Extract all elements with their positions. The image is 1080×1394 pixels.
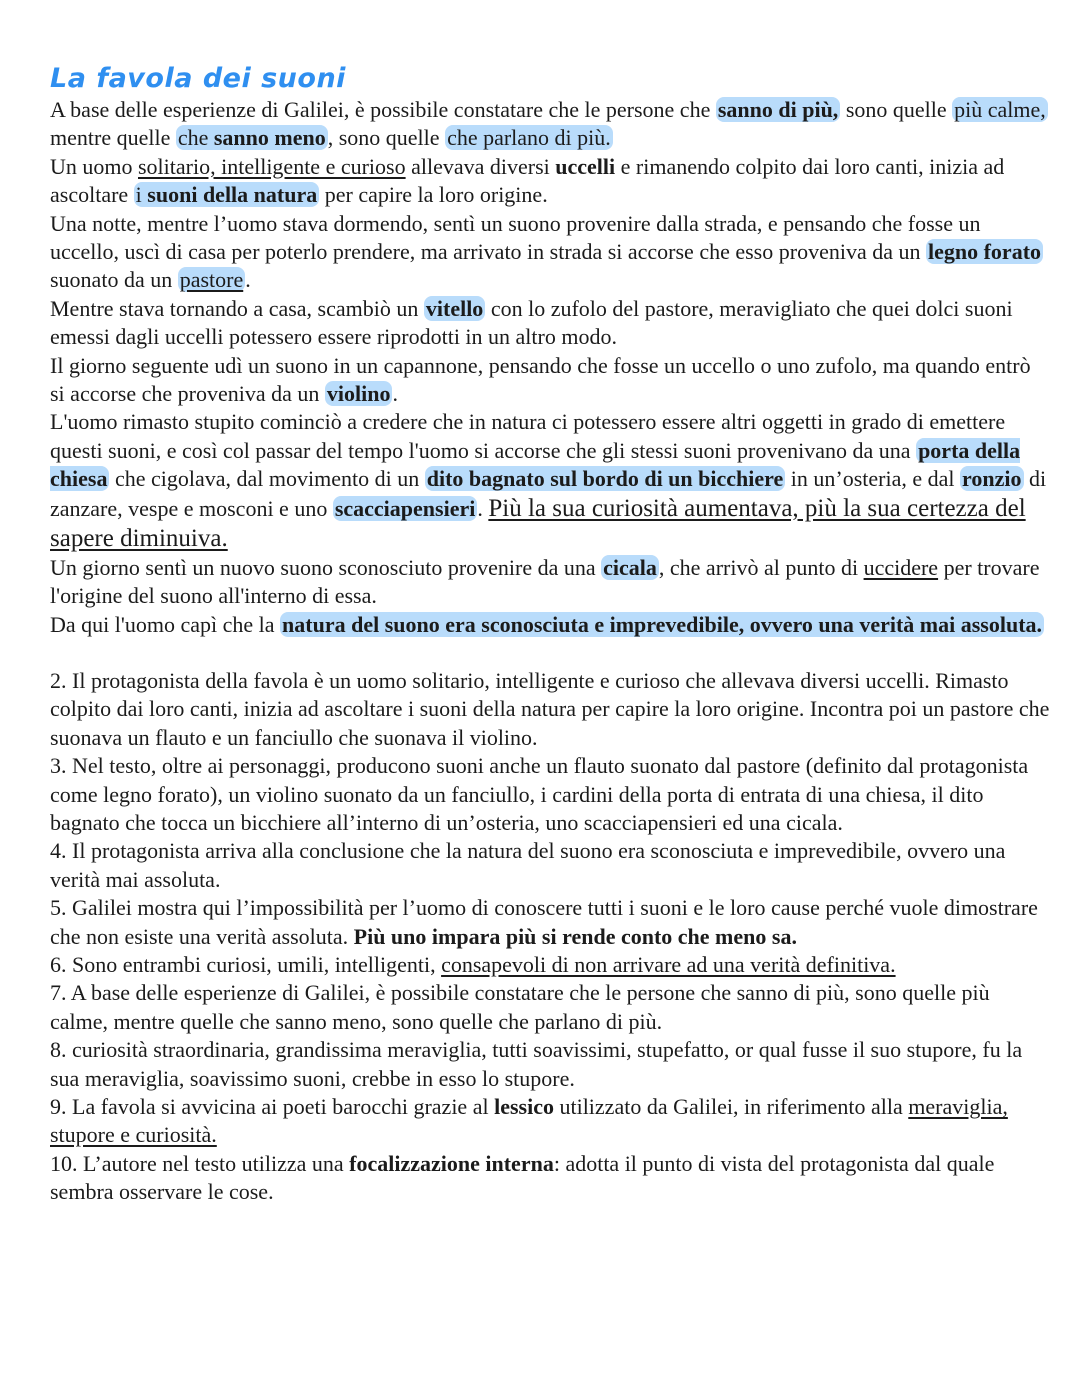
text-span: di zanzare, vespe e mosconi e uno <box>50 466 1047 521</box>
text-span: , sono quelle <box>327 125 446 151</box>
highlight: violino <box>326 381 391 407</box>
highlight: sanno di più, <box>717 97 839 122</box>
story-paragraph-6 <box>50 408 1050 553</box>
underlined-text: consapevoli di non arrivare ad una verità definitiva. <box>441 951 896 977</box>
text-span: e rimanendo colpito dai loro canti, inizia ad ascoltare <box>50 153 1005 208</box>
text-span: mentre quelle <box>50 125 176 151</box>
text-span: 10. L’autore nel testo utilizza una <box>50 1150 350 1176</box>
answer-7: 7. A base delle esperienze di Galilei, è possibile constatare che le persone che sanno di più, sono quelle più calme, mentre quelle che sanno meno, sono quelle che parlano di più. <box>50 980 990 1034</box>
text-span: in un’osteria, e dal <box>785 466 961 492</box>
highlight: vitello <box>425 295 484 321</box>
underlined-text: uccidere <box>863 554 939 580</box>
text-span: A base delle esperienze di Galilei, è possibile constatare che le persone che <box>50 97 716 122</box>
page-title: La favola dei suoni <box>50 63 346 94</box>
text-span: , che arrivò al punto di <box>658 554 864 580</box>
story-paragraph-5 <box>50 352 1050 409</box>
text-span: . <box>392 381 398 407</box>
text-span: che cigolava, dal movimento di un <box>109 466 425 492</box>
underlined-text: meraviglia, stupore e curiosità. <box>50 1094 1008 1148</box>
text-span: . <box>477 495 489 521</box>
story-paragraph-2 <box>50 153 1050 210</box>
highlight: cicala <box>603 554 657 580</box>
highlight: scacciapensieri <box>334 495 476 521</box>
text-span: con lo zufolo del pastore, meravigliato che quei dolci suoni emessi dagli uccelli potessero essere riprodotti in un altro modo. <box>50 295 1013 350</box>
text-span: Un uomo <box>50 153 138 179</box>
text-span: suonato da un <box>50 267 178 293</box>
story-paragraph-4 <box>50 295 1050 352</box>
text-span: 6. Sono entrambi curiosi, umili, intelligenti, <box>50 951 442 977</box>
text-span: 9. La favola si avvicina ai poeti barocchi grazie al <box>50 1094 495 1119</box>
text-span: per capire la loro origine. <box>319 182 548 208</box>
text-span: Il giorno seguente udì un suono in un capannone, pensando che fosse un uccello o uno zufolo, ma quando entrò si accorse che proveniva da un <box>50 352 1031 407</box>
text-span: : adotta il punto di vista del protagonista dal quale sembra osservare le cose. <box>50 1150 995 1205</box>
highlight: dito bagnato sul bordo di un bicchiere <box>426 466 784 492</box>
bold-text: suoni della natura <box>147 182 318 208</box>
highlight: porta della chiesa <box>50 437 1021 492</box>
text-span: che <box>177 125 214 151</box>
highlight: legno forato <box>927 239 1042 265</box>
bold-text: uccelli <box>555 153 616 179</box>
text-span: Mentre stava tornando a casa, scambiò un <box>50 295 424 321</box>
highlight: più calme, <box>954 97 1046 122</box>
answer-3: 3. Nel testo, oltre ai personaggi, producono suoni anche un flauto suonato dal pastore (definito dal protagonista come legno forato), un violino suonato da un fanciullo, i cardini della porta di entrata di una chiesa, il dito bagnato che tocca un bicchiere all’interno di un’osteria, uno scacciapensieri ed una cicala. <box>50 753 1029 835</box>
bold-text: focalizzazione interna <box>349 1150 554 1176</box>
bold-text: Più uno impara più si rende conto che meno sa. <box>353 923 797 949</box>
text-span: 5. Galilei mostra qui l’impossibilità per l’uomo di conoscere tutti i suoni e le loro cause perché vuole dimostrare che non esiste una verità assoluta. <box>50 895 1038 949</box>
text-span: allevava diversi <box>405 153 556 179</box>
text-span: . <box>245 267 251 293</box>
bold-text: lessico <box>494 1094 554 1119</box>
section-gap <box>50 639 1050 667</box>
answer-6 <box>50 951 1050 979</box>
answer-9 <box>50 1093 1050 1150</box>
text-span: Da qui l'uomo capì che la <box>50 611 281 637</box>
highlight: pastore <box>179 267 244 293</box>
story-paragraph-7 <box>50 554 1050 611</box>
underlined-text: solitario, intelligente e curioso <box>138 153 406 179</box>
text-span: Un giorno sentì un nuovo suono sconosciuto provenire da una <box>50 554 602 580</box>
answer-5 <box>50 894 1050 951</box>
story-paragraph-1 <box>50 96 1050 153</box>
answer-2: 2. Il protagonista della favola è un uomo solitario, intelligente e curioso che allevava diversi uccelli. Rimasto colpito dai loro canti, inizia ad ascoltare i suoni della natura per capire la loro origine. Incontra poi un pastore che suonava un flauto e un fanciullo che suonava il violino. <box>50 667 1050 750</box>
text-span: Una notte, mentre l’uomo stava dormendo, sentì un suono provenire dalla strada, e pensando che fosse un uccello, uscì di casa per poterlo prendere, ma arrivato in strada si accorse che esso proveniva da un <box>50 210 981 265</box>
story-paragraph-8 <box>50 611 1050 639</box>
text-span: i <box>135 182 148 208</box>
underlined-text: Più la sua curiosità aumentava, più la sua certezza del sapere diminuiva. <box>50 494 1026 552</box>
answer-8: 8. curiosità straordinaria, grandissima meraviglia, tutti soavissimi, stupefatto, or qual fusse il suo stupore, fu la sua meraviglia, soavissimo suoni, crebbe in esso lo stupore. <box>50 1037 1023 1091</box>
highlight: ronzio <box>962 466 1022 492</box>
document-page <box>50 62 1050 1207</box>
text-span: per trovare l'origine del suono all'interno di essa. <box>50 554 1040 609</box>
answer-4: 4. Il protagonista arriva alla conclusione che la natura del suono era sconosciuta e imprevedibile, ovvero una verità mai assoluta. <box>50 838 1006 892</box>
story-paragraph-3 <box>50 210 1050 295</box>
text-span: L'uomo rimasto stupito cominciò a credere che in natura ci potessero essere altri oggetti in grado di emettere questi suoni, e così col passar del tempo l'uomo si accorse che gli stessi suoni provenivano da una <box>50 409 1006 463</box>
highlight: che parlano di più. <box>447 125 611 151</box>
bold-text: sanno meno <box>213 125 326 151</box>
text-span: sono quelle <box>840 97 953 122</box>
highlight: natura del suono era sconosciuta e imprevedibile, ovvero una verità mai assoluta. <box>282 611 1043 637</box>
text-span: utilizzato da Galilei, in riferimento alla <box>553 1094 909 1119</box>
answer-10 <box>50 1150 1050 1207</box>
